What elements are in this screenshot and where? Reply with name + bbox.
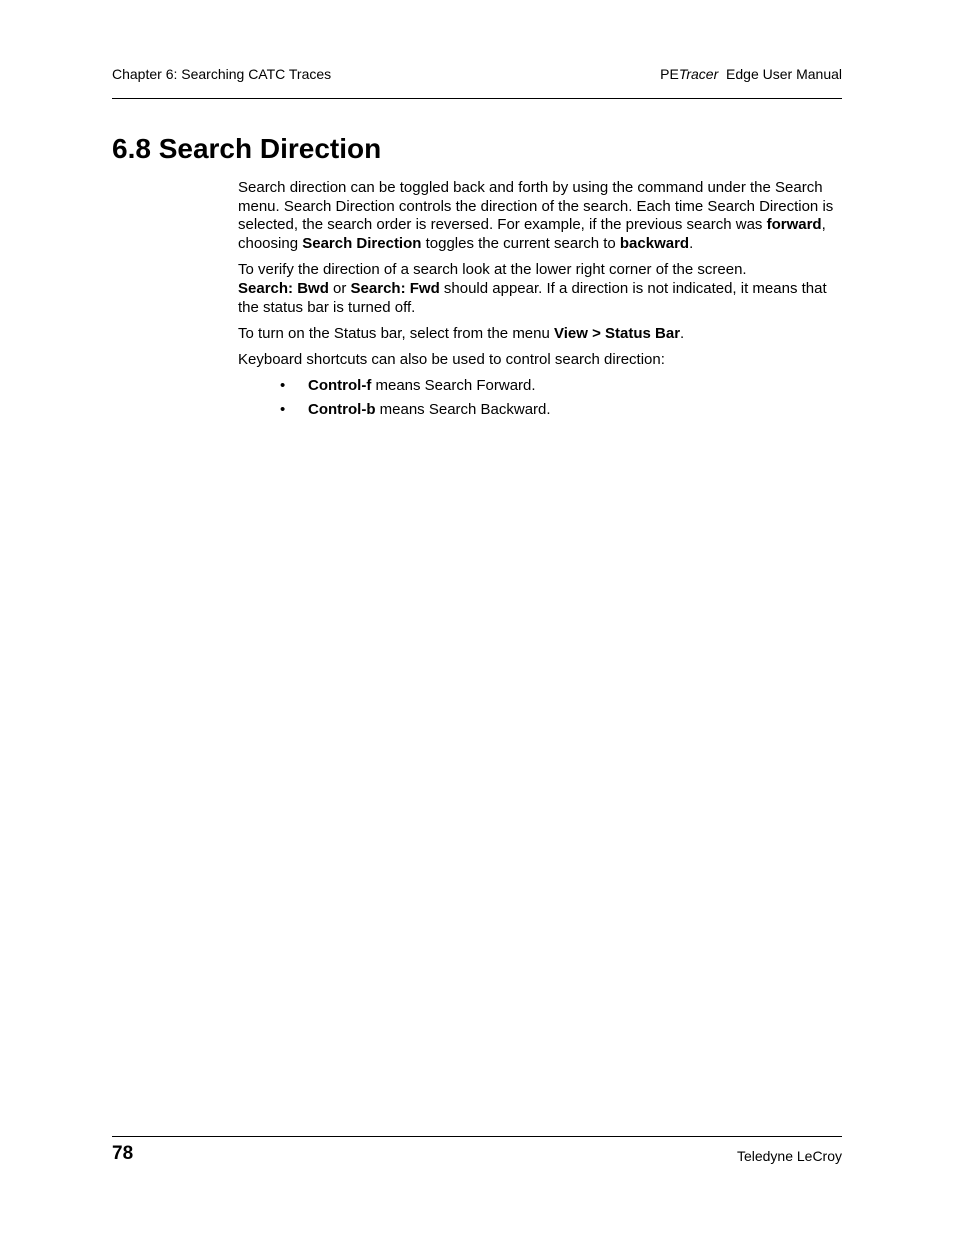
bold-search-fwd: Search: Fwd [350,280,440,298]
text-run: , choosing [238,216,826,253]
manual-title [660,66,842,82]
chapter-title: Chapter 6: Searching CATC Traces [112,66,332,82]
manual-title-prefix: PE [660,66,679,82]
text-run: . [680,324,685,342]
shortcut-description: means Search Backward. [375,401,551,419]
paragraph-search-direction [238,179,842,254]
paragraph-status-bar [238,325,842,344]
bullet-icon: • [280,377,286,395]
bold-search-bwd: Search: Bwd [238,280,329,298]
section-title: 6.8 Search Direction [112,133,382,164]
paragraph-keyboard-shortcuts [238,351,842,370]
manual-title-italic: Tracer [678,66,719,82]
shortcut-list [238,377,842,419]
list-item [238,401,842,420]
text-run: To verify the direction of a search look at the lower right corner of the screen. [238,261,747,279]
bold-menu-path: View > Status Bar [554,324,681,342]
shortcut-key: Control-b [308,401,376,419]
text-run: or [328,280,351,298]
text-run: Search direction can be toggled back and forth by using the command under the Search menu. Search Direction controls the direction of the search. Each time Search Direction is selected, the search order is reversed. For example, if the previous search was [238,179,834,234]
shortcut-key: Control-f [308,377,372,395]
page-number: 78 [112,1143,134,1164]
paragraph-verify-direction [238,261,842,317]
bold-forward: forward [766,216,822,234]
header-rule [112,98,842,99]
footer-rule [112,1136,842,1137]
footer-company: Teledyne LeCroy [736,1148,842,1164]
text-run: To turn on the Status bar, select from the menu [238,324,555,342]
shortcut-description: means Search Forward. [371,377,536,395]
list-item [238,377,842,396]
text-run: Keyboard shortcuts can also be used to control search direction: [238,351,665,369]
bold-search-direction: Search Direction [302,235,422,253]
page-header [112,66,842,86]
bullet-icon: • [280,401,286,419]
manual-title-suffix: Edge User Manual [726,66,842,82]
text-run: . [689,235,694,253]
section-body [238,179,842,425]
text-run: toggles the current search to [421,235,620,253]
text-run: should appear. If a direction is not indicated, it means that the status bar is turned off. [238,280,827,316]
bold-backward: backward [619,235,690,253]
